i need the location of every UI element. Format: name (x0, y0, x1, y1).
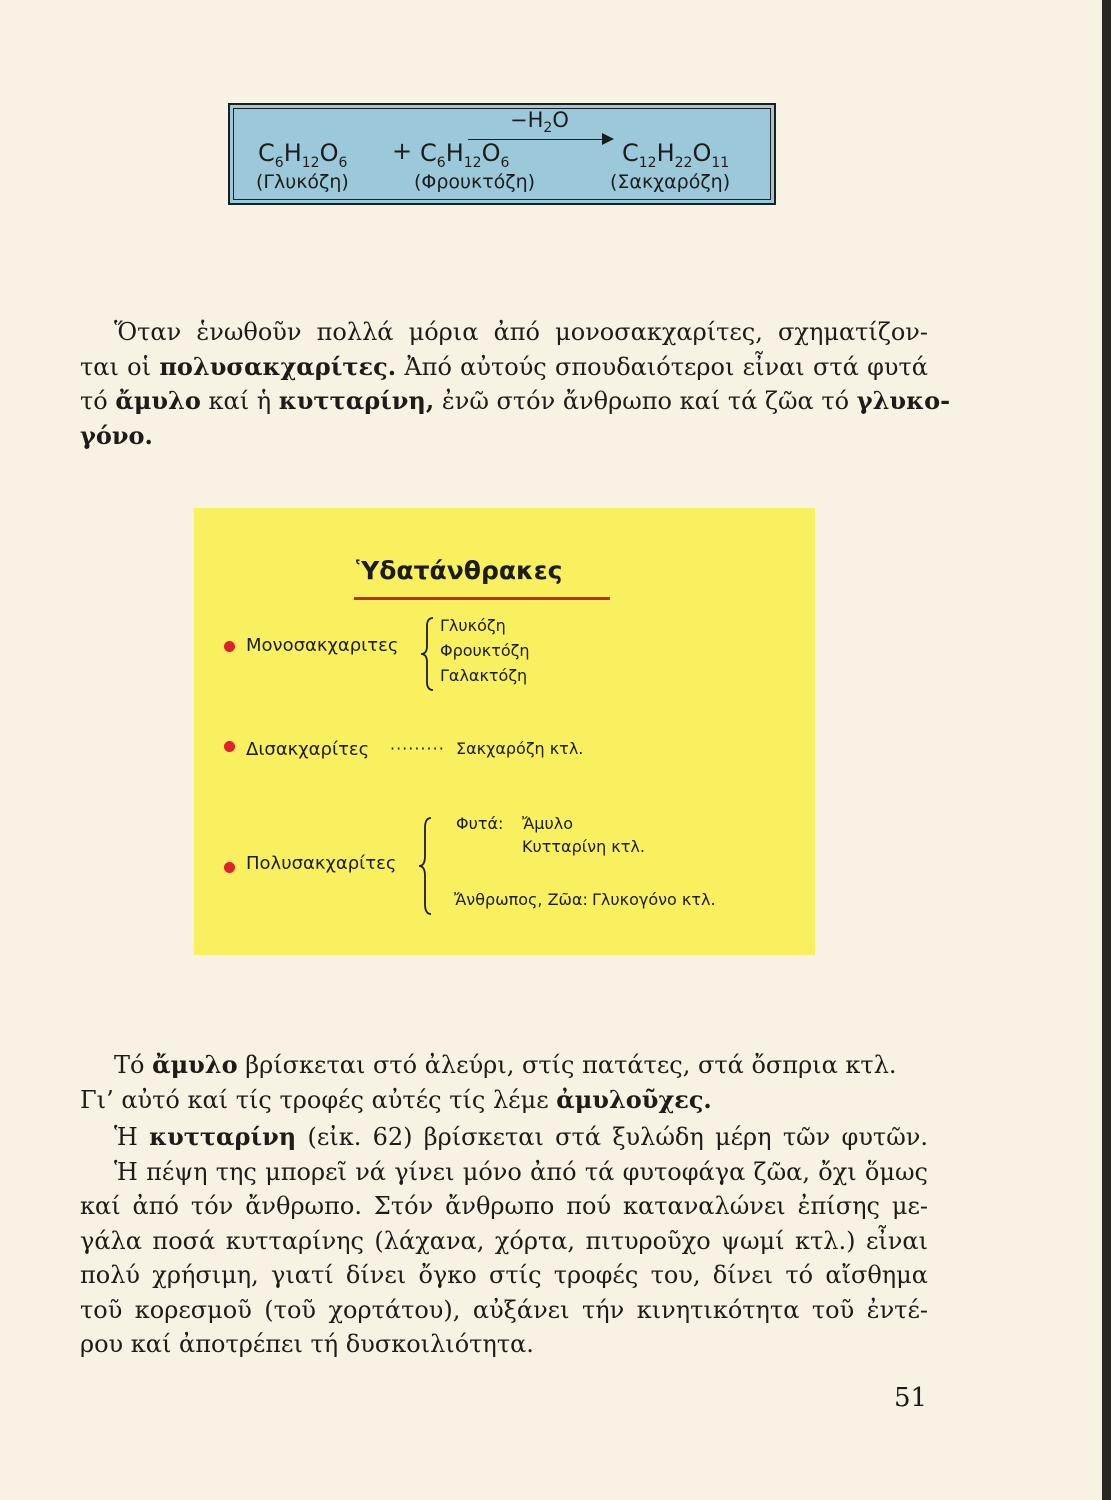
equation-labels (230, 171, 774, 197)
carbohydrates-panel (194, 508, 815, 955)
label-humans-animals: Ἄνθρωπος, Ζῶα: (454, 890, 588, 909)
formula-glucose: $C_6H_{12}O_6$ (258, 139, 348, 171)
text-line: ται οἱ πολυσακχαρίτες. Ἀπό αὐτούς σπουδαιότεροι εἶναι στά φυτά (80, 351, 928, 381)
label-glucose: (Γλυκόζη) (256, 171, 349, 193)
text-line: πολύ χρήσιμη, γιατί δίνει ὄγκο στίς τροφές του, δίνει τό αἴσθημα (80, 1261, 928, 1289)
leader-dots: ········· (390, 739, 445, 758)
category-disaccharides: Δισακχαρίτες (246, 739, 370, 760)
category-polysaccharides: Πολυσακχαρίτες (246, 853, 397, 874)
text-line: Γι’ αὐτό καί τίς τροφές αὐτές τίς λέμε ἀμυλοῦχες. (80, 1084, 712, 1114)
page-edge (1102, 0, 1111, 1500)
paragraph-starch (80, 1048, 928, 1117)
reaction-condition: $-H_2O$ (510, 108, 569, 137)
arrow-line (468, 139, 606, 140)
label-fructose: (Φρουκτόζη) (414, 171, 536, 193)
text-line: γάλα ποσά κυτταρίνης (λάχανα, χόρτα, πιτυροῦχο ψωμί κτλ.) εἶναι (80, 1226, 928, 1255)
text-line: Τό ἄμυλο βρίσκεται στό ἀλεύρι, στίς πατάτες, στά ὄσπρια κτλ. (114, 1050, 897, 1079)
arrow-head (602, 133, 614, 145)
text-line: γόνο. (80, 420, 153, 450)
text-line: Ἡ πέψη της μπορεῖ νά γίνει μόνο ἀπό τά φυτοφάγα ζῶα, ὄχι ὅμως (114, 1157, 928, 1186)
text-line: τό ἄμυλο καί ἡ κυτταρίνη, ἐνῶ στόν ἄνθρωπο καί τά ζῶα τό γλυκο- (80, 386, 951, 415)
category-monosaccharides: Μονοσακχαριτες (246, 635, 399, 656)
bullet-dot (224, 641, 235, 652)
text-line: Ἡ κυτταρίνη (εἰκ. 62) βρίσκεται στά ξυλώδη μέρη τῶν φυτῶν. (114, 1122, 929, 1151)
bullet-dot (224, 741, 235, 752)
item-galactose: Γαλακτόζη (440, 666, 528, 685)
label-sucrose: (Σακχαρόζη) (610, 171, 731, 193)
formula-sucrose: $C_{12}H_{22}O_{11}$ (622, 139, 730, 171)
label-plants: Φυτά: (456, 814, 504, 833)
text-line: καί ἀπό τόν ἄνθρωπο. Στόν ἄνθρωπο πού καταναλώνει ἐπίσης με- (80, 1192, 928, 1220)
bullet-dot (224, 862, 235, 873)
item-cellulose: Κυτταρίνη κτλ. (522, 837, 645, 856)
equation-box (228, 103, 776, 205)
brace-icon (418, 816, 434, 916)
item-sucrose: Σακχαρόζη κτλ. (456, 739, 584, 758)
title-underline (354, 597, 610, 600)
brace-icon (420, 616, 436, 692)
text-line: τοῦ κορεσμοῦ (τοῦ χορτάτου), αὐξάνει τήν κινητικότητα τοῦ ἐντέ- (80, 1295, 928, 1324)
text-line: Ὅταν ἑνωθοῦν πολλά μόρια ἀπό μονοσακχαρίτες, σχηματίζον- (114, 318, 928, 346)
paragraph-cellulose (80, 1120, 928, 1362)
plus-sign: + (392, 137, 413, 165)
item-starch: Ἄμυλο (522, 814, 573, 833)
page-number: 51 (894, 1383, 928, 1413)
item-glycogen: Γλυκογόνο κτλ. (592, 890, 716, 909)
item-fructose: Φρουκτόζη (440, 641, 530, 660)
formula-fructose: $C_6H_{12}O_6$ (420, 139, 510, 171)
paragraph-polysaccharides (80, 315, 951, 453)
reaction-arrow (468, 109, 616, 153)
panel-title: Ὑδατάνθρακες (356, 556, 563, 585)
item-glucose: Γλυκόζη (440, 616, 506, 635)
text-line: ρου καί ἀποτρέπει τή δυσκοιλιότητα. (80, 1330, 534, 1358)
